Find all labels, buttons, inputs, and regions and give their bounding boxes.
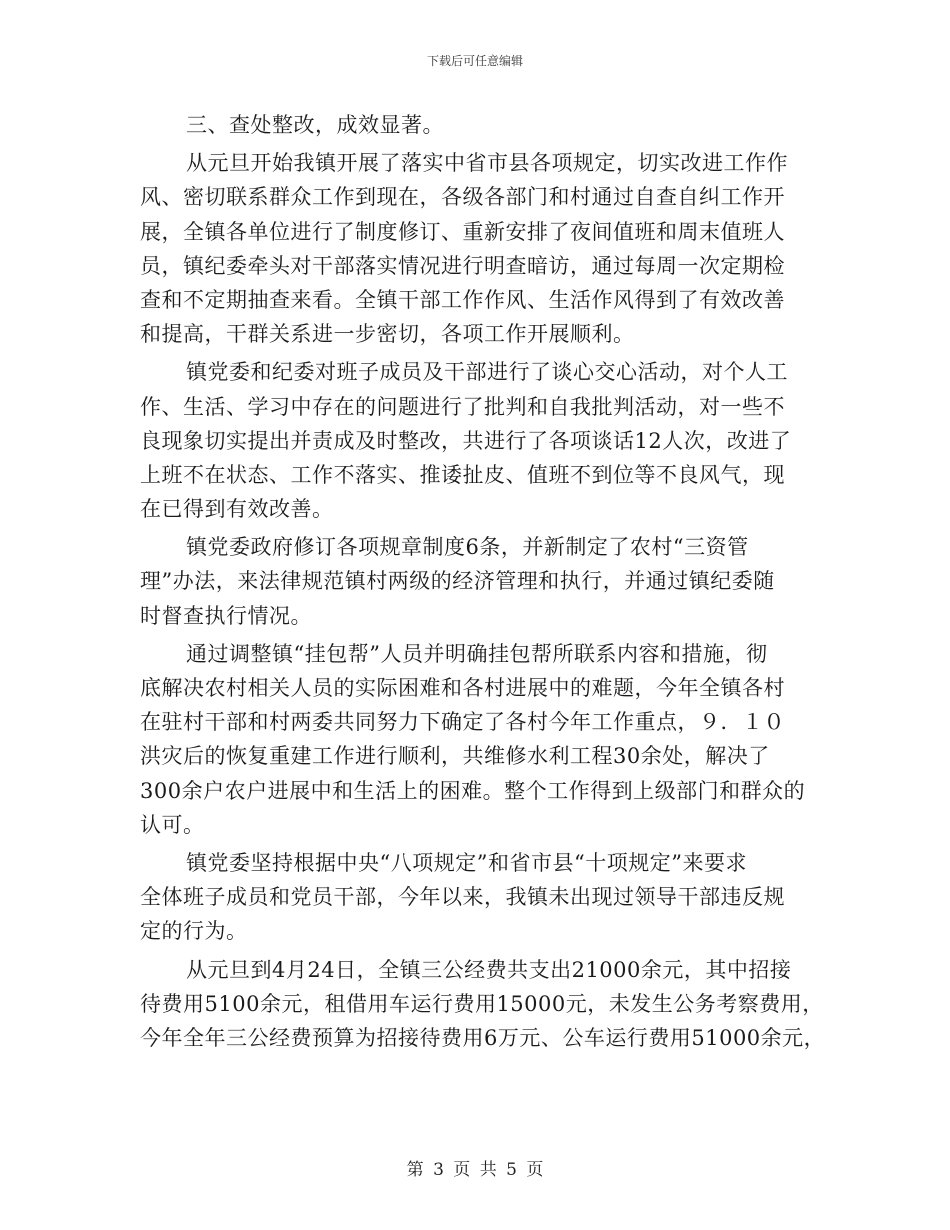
text-line: 作、生活、学习中存在的问题进行了批判和自我批判活动，对一些不 [140,394,785,419]
text-line: 查和不定期抽查来看。全镇干部工作作风、生活作风得到了有效改善 [140,287,785,312]
text-line: 通过调整镇“挂包帮”人员并明确挂包帮所联系内容和措施，彻 [186,641,768,666]
text-line: 从元旦到4月24日，全镇三公经费共支出21000余元，其中招接 [186,957,792,982]
text-line: 上班不在状态、工作不落实、推诿扯皮、值班不到位等不良风气，现 [140,462,785,487]
text-line: 今年全年三公经费预算为招接待费用6万元、公车运行费用51000余元， [140,1025,826,1050]
text-line: 在已得到有效改善。 [140,497,334,522]
header-note: 下载后可任意编辑 [426,54,523,68]
page-number: 第 3 页 共 5 页 [406,1160,544,1180]
text-line: 员，镇纪委牵头对干部落实情况进行明查暗访，通过每周一次定期检 [140,253,785,278]
document-body [140,108,840,1055]
text-line: 镇党委政府修订各项规章制度6条，并新制定了农村“三资管 [186,535,749,560]
text-line: 全体班子成员和党员干部，今年以来，我镇未出现过领导干部违反规 [140,885,785,910]
text-line: 镇党委和纪委对班子成员及干部进行了谈心交心活动，对个人工 [186,360,788,385]
text-line: 展，全镇各单位进行了制度修订、重新安排了夜间值班和周末值班人 [140,219,785,244]
text-line: 理”办法，来法律规范镇村两级的经济管理和执行，并通过镇纪委随 [140,569,775,594]
text-line: 在驻村干部和村两委共同努力下确定了各村今年工作重点，９．１０ [140,710,785,735]
text-line: 认可。 [140,812,205,837]
text-line: 良现象切实提出并责成及时整改，共进行了各项谈话12人次，改进了 [140,428,792,453]
text-line: 风、密切联系群众工作到现在，各级各部门和村通过自查自纠工作开 [140,185,785,210]
text-line: 洪灾后的恢复重建工作进行顺利，共维修水利工程30余处，解决了 [140,744,770,769]
text-line: 三、查处整改，成效显著。 [186,113,444,137]
text-line: 镇党委坚持根据中央“八项规定”和省市县“十项规定”来要求 [186,850,747,875]
text-line: 定的行为。 [140,919,248,944]
text-line: 300余户农户进展中和生活上的困难。整个工作得到上级部门和群众的 [140,778,806,803]
text-line: 待费用5100余元，租借用车运行费用15000元，未发生公务考察费用， [140,991,824,1016]
text-line: 底解决农村相关人员的实际困难和各村进展中的难题，今年全镇各村 [140,676,785,700]
text-line: 和提高，干群关系进一步密切，各项工作开展顺利。 [140,322,635,347]
text-line: 时督查执行情况。 [140,603,312,628]
text-line: 从元旦开始我镇开展了落实中省市县各项规定，切实改进工作作 [186,151,788,176]
